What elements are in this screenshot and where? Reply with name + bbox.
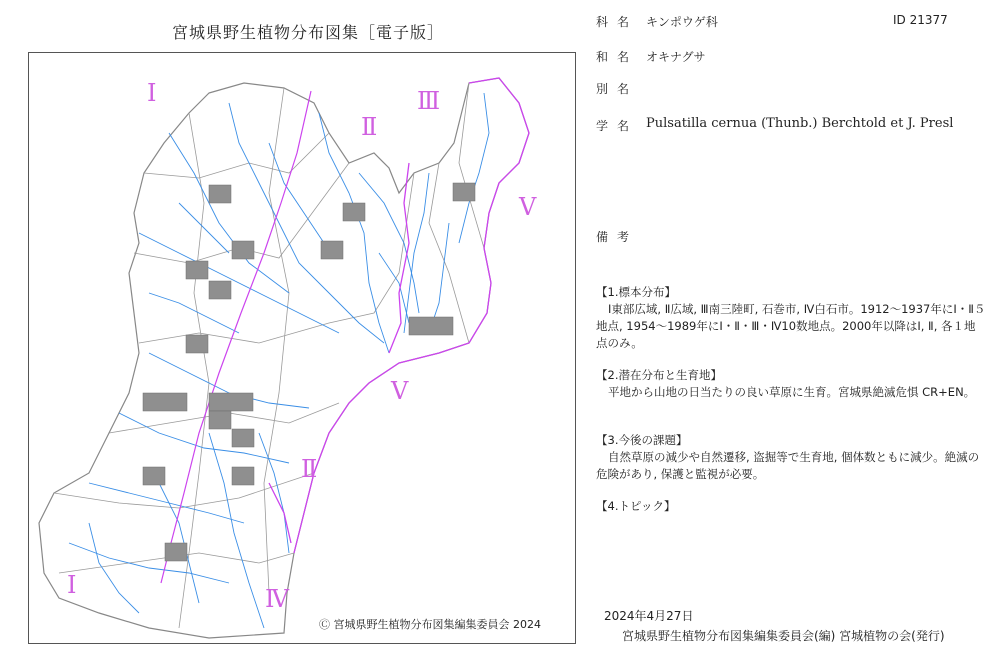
topic-section: [596, 498, 986, 515]
occurrence-cell: [409, 317, 453, 335]
occurrence-cell: [209, 411, 231, 429]
occurrence-cell: [232, 467, 254, 485]
publisher-credit: 宮城県野生植物分布図集編集委員会(編) 宮城植物の会(発行): [622, 629, 945, 643]
section-body: Ⅰ東部広域, Ⅱ広域, Ⅲ南三陸町, 石巻市, Ⅳ白石市。1912〜1937年にⅠ・Ⅱ５地点, 1954〜1989年にⅠ・Ⅱ・Ⅲ・Ⅳ10数地点。2000年以降はⅠ, Ⅱ, 各１地点のみ。: [596, 302, 986, 350]
future-issues-section: [596, 432, 986, 483]
publication-date: 2024年4月27日: [604, 609, 694, 623]
occurrence-cell: [232, 241, 254, 259]
region-label: Ⅳ: [265, 585, 289, 613]
section-heading: 【1.標本分布】: [596, 285, 676, 299]
scientific-name-value: Pulsatilla cernua (Thunb.) Berchtold et J. Presl: [646, 116, 954, 131]
region-label: Ⅴ: [391, 377, 409, 405]
occurrence-cell: [143, 467, 165, 485]
section-body: 平地から山地の日当たりの良い草原に生育。宮城県絶滅危惧 CR+EN。: [608, 385, 976, 399]
region-label: Ⅱ: [361, 113, 378, 141]
occurrence-cell: [209, 393, 253, 411]
region-label: Ⅱ: [301, 455, 318, 483]
scientific-name-label: 学名: [596, 119, 639, 133]
occurrence-cell: [186, 261, 208, 279]
occurrence-cell: [232, 429, 254, 447]
section-heading: 【2.潜在分布と生育地】: [596, 368, 722, 382]
family-label: 科名: [596, 15, 639, 29]
prefecture-outline: [39, 78, 529, 638]
occurrence-cell: [209, 185, 231, 203]
occurrence-cell: [143, 393, 187, 411]
alias-label: 別名: [596, 82, 639, 96]
family-value: キンポウゲ科: [646, 15, 718, 29]
distribution-map: [28, 52, 576, 644]
record-id: ID 21377: [893, 13, 948, 27]
page-title: 宮城県野生植物分布図集［電子版］: [172, 23, 445, 42]
potential-distribution-section: [596, 367, 986, 401]
section-heading: 【4.トピック】: [596, 499, 676, 513]
region-label: Ⅰ: [147, 79, 157, 107]
region-label: Ⅴ: [519, 193, 537, 221]
section-body: 自然草原の減少や自然遷移, 盗掘等で生育地, 個体数ともに減少。絶滅の危険があり, 保護と監視が必要。: [596, 450, 980, 481]
japanese-name-value: オキナグサ: [646, 50, 706, 64]
occurrence-cell: [165, 543, 187, 561]
occurrence-cell: [186, 335, 208, 353]
occurrence-cell: [343, 203, 365, 221]
occurrence-cell: [453, 183, 475, 201]
japanese-name-label: 和名: [596, 50, 639, 64]
occurrence-cell: [209, 281, 231, 299]
remarks-label: 備考: [596, 230, 639, 244]
map-svg: [29, 53, 577, 645]
occurrence-cell: [321, 241, 343, 259]
section-heading: 【3.今後の課題】: [596, 433, 688, 447]
map-copyright: Ⓒ 宮城県野生植物分布図集編集委員会 2024: [319, 618, 541, 631]
region-label: Ⅲ: [417, 87, 441, 115]
specimen-distribution-section: [596, 284, 986, 352]
region-label: Ⅰ: [67, 571, 77, 599]
